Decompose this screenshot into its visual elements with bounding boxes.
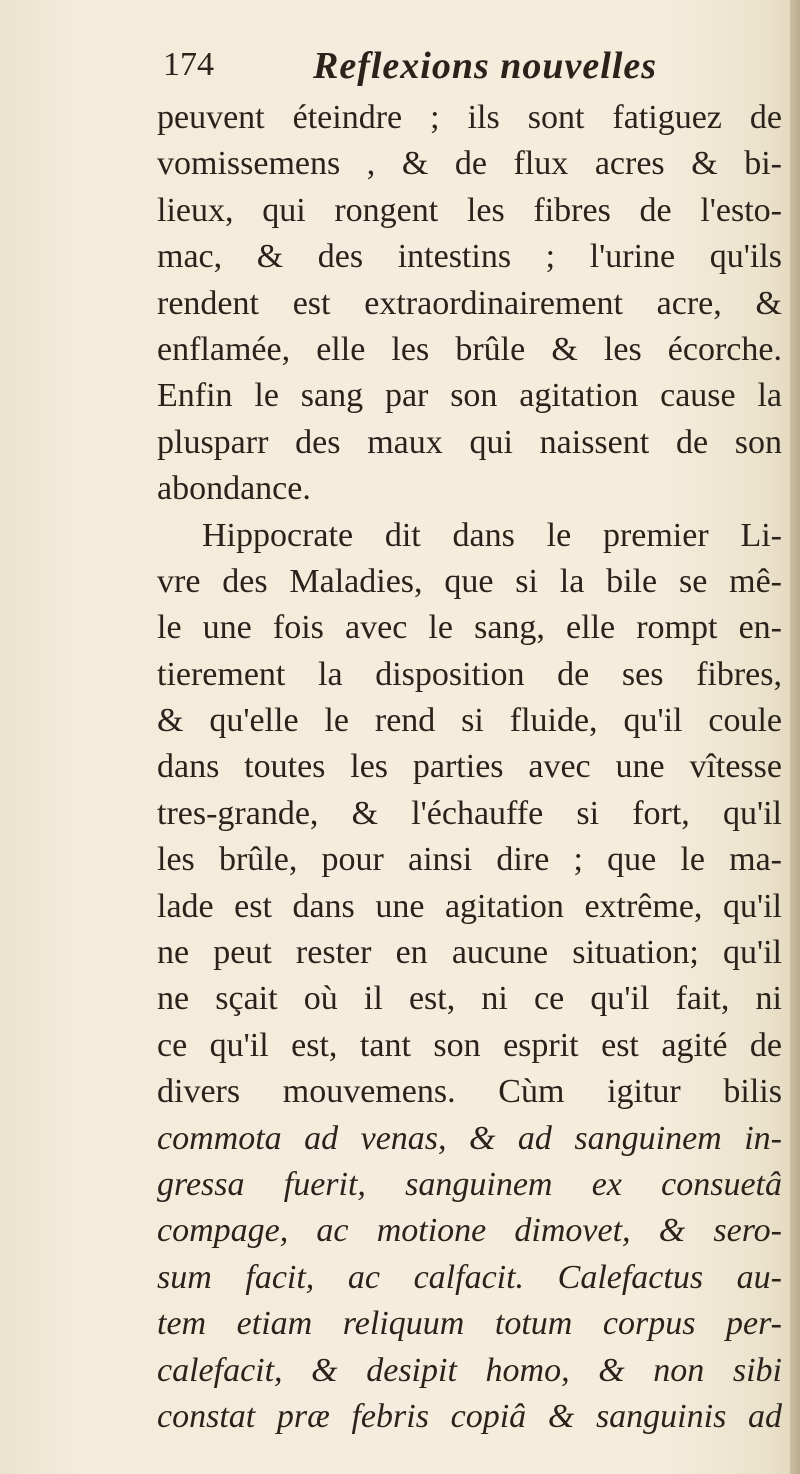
text-line: le une fois avec le sang, elle rompt en- [157,609,782,647]
text-line: enflamée, elle les brûle & les écorche. [157,330,782,368]
text-line: divers mouvemens. Cùm igitur bilis [157,1073,782,1111]
text-line: vomissemens , & de flux acres & bi- [157,145,782,183]
text-line: abondance. [157,470,311,508]
text-line: ne peut rester en aucune situation; qu'il [157,934,782,972]
page-number: 174 [163,46,214,83]
text-line: tem etiam reliquum totum corpus per- [157,1305,782,1343]
running-head [163,44,763,94]
text-line: compage, ac motione dimovet, & sero- [157,1212,782,1250]
page-edge [790,0,800,1474]
text-line: dans toutes les parties avec une vîtesse [157,748,782,786]
text-line: calefacit, & desipit homo, & non sibi [157,1351,782,1389]
text-line: vre des Maladies, que si la bile se mê- [157,562,782,600]
text-line: Enfin le sang par son agitation cause la [157,377,782,415]
text-line: plusparr des maux qui naissent de son [157,423,782,461]
text-line: commota ad venas, & ad sanguinem in- [157,1119,782,1157]
text-line: gressa fuerit, sanguinem ex consuetâ [157,1165,782,1203]
text-line: peuvent éteindre ; ils sont fatiguez de [157,99,782,136]
text-line: constat præ febris copiâ & sanguinis ad [157,1397,782,1435]
text-line: sum facit, ac calfacit. Calefactus au- [157,1258,782,1296]
text-line: mac, & des intestins ; l'urine qu'ils [157,238,782,276]
running-title: Reflexions nouvelles [313,45,658,87]
text-line: tres-grande, & l'échauffe si fort, qu'il [157,794,782,832]
text-line: les brûle, pour ainsi dire ; que le ma- [157,841,782,879]
text-line: tierement la disposition de ses fibres, [157,655,782,693]
text-line: ce qu'il est, tant son esprit est agité de [157,1026,782,1064]
text-line: & qu'elle le rend si fluide, qu'il coule [157,702,782,740]
text-line: lade est dans une agitation extrême, qu'il [157,887,782,925]
text-line: lieux, qui rongent les fibres de l'esto- [157,191,782,229]
body-text [157,95,782,1440]
text-line: Hippocrate dit dans le premier Li- [202,516,782,554]
text-line: ne sçait où il est, ni ce qu'il fait, ni [157,980,782,1018]
text-line: rendent est extraordinairement acre, & [157,284,782,322]
